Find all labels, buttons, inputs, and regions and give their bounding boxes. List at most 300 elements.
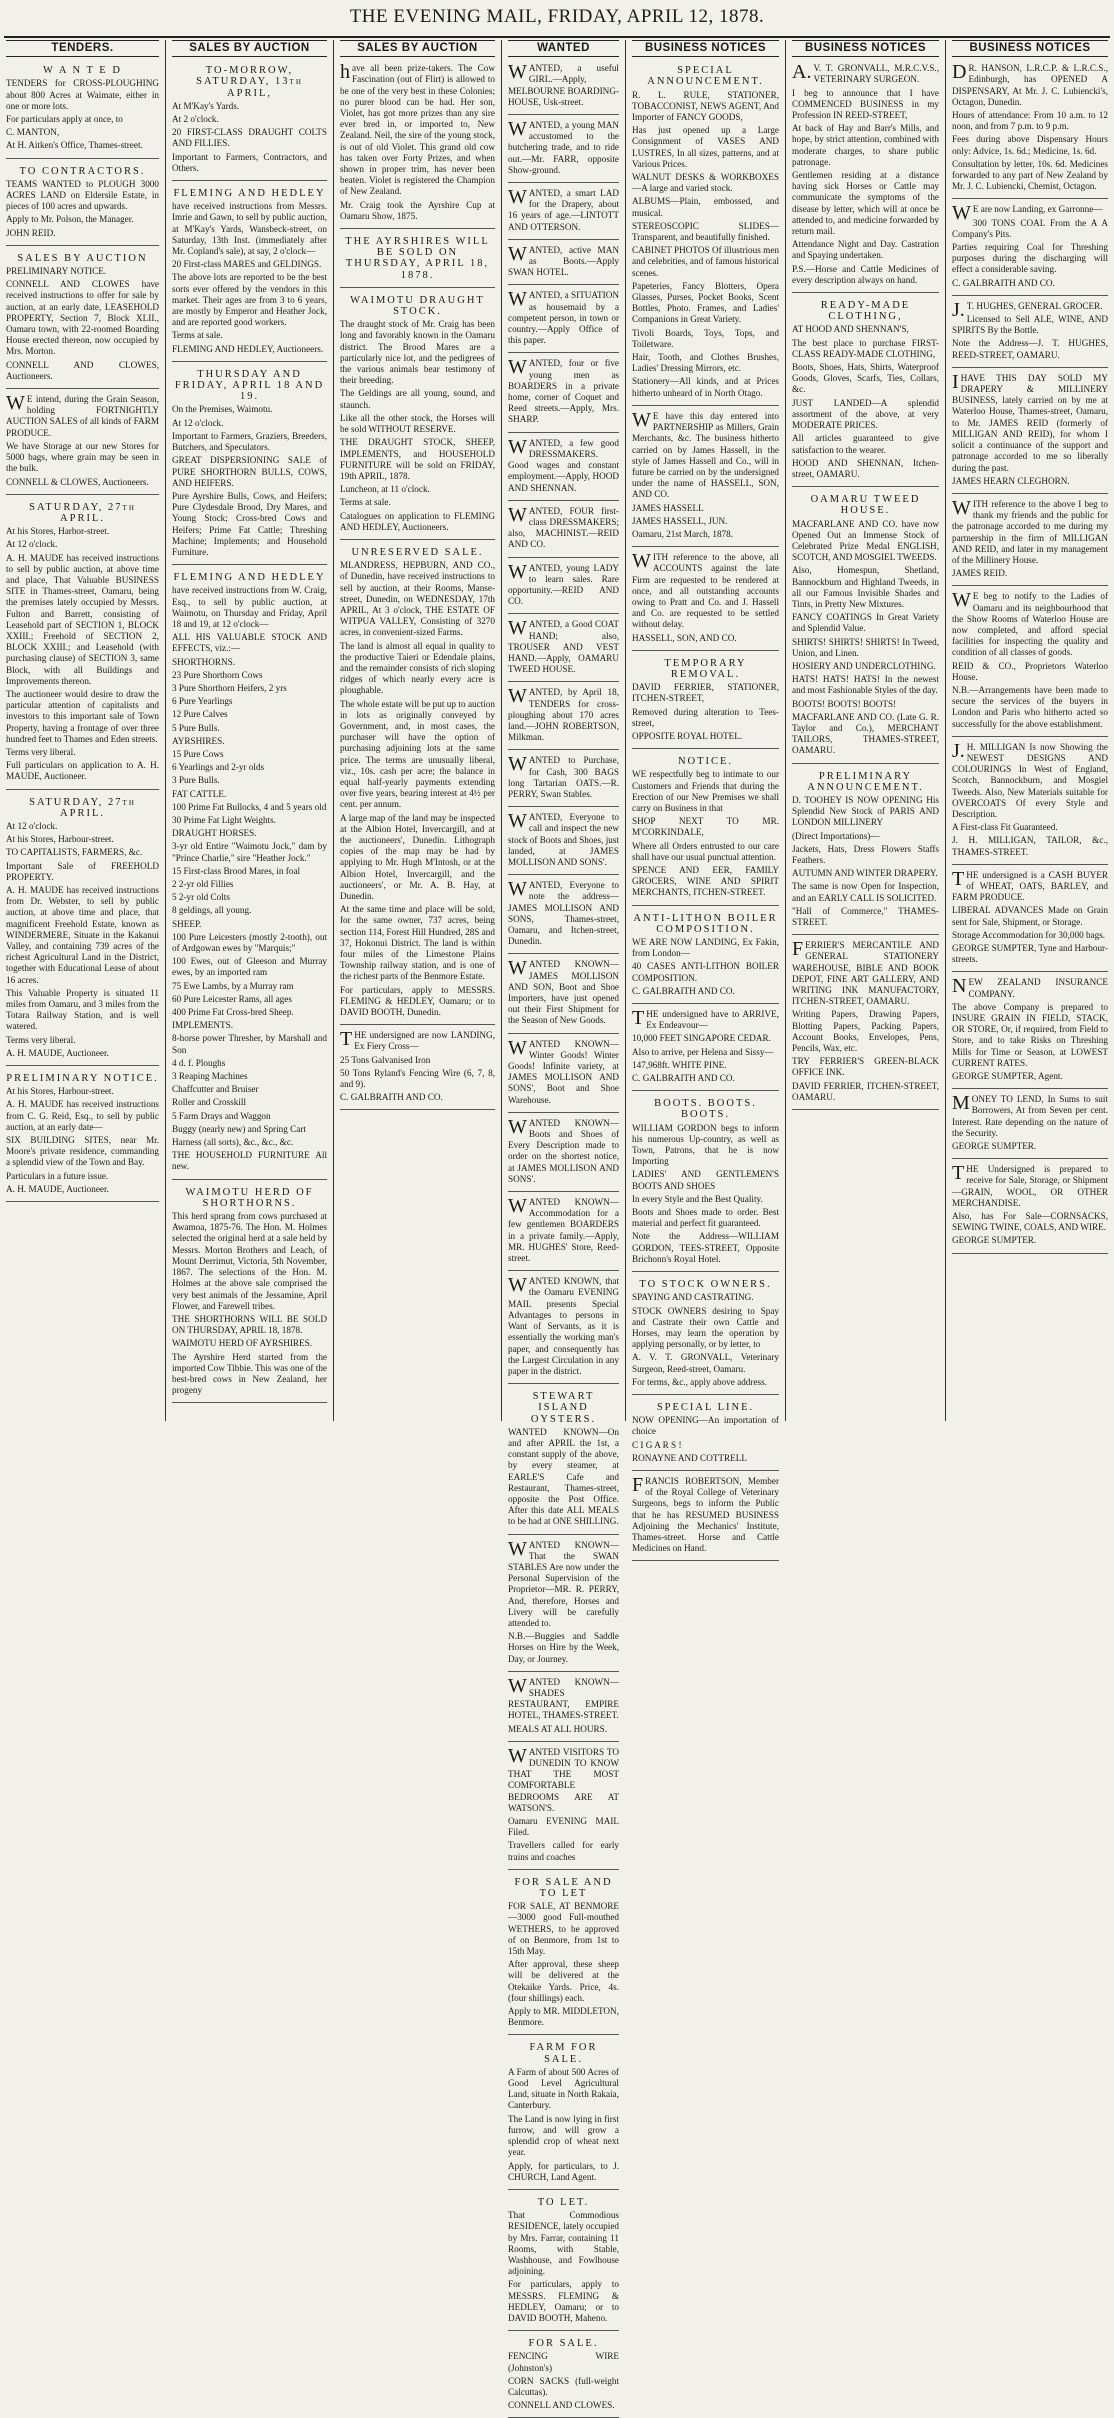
advertisement-text: FLEMING AND HEDLEY, Auctioneers. [172,343,324,354]
advertisement-text: The above Company is prepared to INSURE GRAIN IN FIELD, STACK, OR STORE, Or, if required, from Field to Store, and to take Risks on Threshing Mills for Time or Season, at LOWEST CURRENT RATES. [952,1001,1108,1068]
advertisement-text: JAMES HASSELL, JUN. [632,515,728,526]
advertisement-text: A. H. MAUDE, Auctioneer. [6,1183,109,1194]
advertisement-text: 147,968ft. WHITE PINE. [632,1059,727,1070]
advertisement-text: SHEEP. [172,918,202,929]
advertisement-text: C I G A R S ! [632,1439,682,1450]
advertisement [952,589,1108,736]
advertisement-text: 15 First-class Brood Mares, in foal [172,865,301,876]
advertisement-text: At back of Hay and Barr's Mills, and hope, by strict attention, combined with moderate charges, to share public patronage. [792,123,939,167]
column-4 [502,40,626,2411]
advertisement-text: JAMES HASSELL [632,502,704,513]
advertisement [508,1037,619,1113]
advertisement-text: CONNELL AND CLOWES. [508,2400,615,2411]
advertisement-text: WE intend, during the Grain Season, holding FORTNIGHTLY AUCTION SALES of all kinds of FARM PRODUCE. [6,392,159,438]
advertisement-text: IMPLEMENTS. [172,1020,233,1031]
advertisement-title: FARM FOR SALE. [529,2042,598,2065]
advertisement-text: GEORGE SUMPTER, Tyne and Harbour-streets. [952,943,1108,965]
advertisement-text: 2 2-yr old Fillies [172,879,234,889]
advertisement [508,356,619,432]
advertisement [952,975,1108,1089]
advertisement-text: A large map of the land may be inspected at the Albion Hotel, Invercargill, and at the auctioneers', Dunedin. Lithograph copies of the map may be had by applying to Mr. Hugh M'Intosh, or at the Albion Hotel, Invercargill, and the auctioneers', or Mr. A. B. Hay, at Dunedin. [340,812,495,902]
masthead [0,6,1114,38]
advertisement-text: GREAT DISPERSIONING SALE of PURE SHORTHORN BULLS, COWS, AND HEIFERS. [172,455,327,488]
advertisement [340,543,495,1025]
column-heading: SALES BY AUCTION [340,40,495,57]
advertisement-text: CABINET PHOTOS Of illustrious men and celebrities, and of famous historical scenes. [632,245,779,278]
advertisement-text: PRELIMINARY NOTICE. [6,266,107,277]
advertisement-text: Consultation by letter, 10s. 6d. Medicines forwarded to any part of New Zealand by Mr. J. C. Lubiencki, Chemist, Octagon. [952,158,1108,192]
advertisement-text: Removed during alteration to Tees-street, [632,706,779,728]
advertisement [6,392,159,495]
advertisement-text: The best place to purchase FIRST-CLASS READY-MADE CLOTHING, [792,337,939,359]
column-heading: BUSINESS NOTICES [792,40,939,57]
advertisement [508,1745,619,1870]
advertisement-title: PRELIMINARY ANNOUNCEMENT. [807,770,924,793]
advertisement [508,1195,619,1271]
advertisement-text: 25 Tons Galvanised Iron [340,1054,431,1065]
advertisement [952,740,1108,865]
advertisement-text: HOOD AND SHENNAN, Itchen-street, OAMARU. [792,457,939,479]
advertisement-text: BOOTS! BOOTS! BOOTS! [792,698,897,709]
advertisement-text: have received instructions from W. Craig, Esq., to sell by public auction, at Waimotu, on Thursday and Friday, April 18 and 19, at 12 o'clock— [172,585,327,629]
advertisement-text: 6 Pure Yearlings [172,696,233,707]
advertisement-text: STOCK OWNERS desiring to Spay and Castrate their own Cattle and Horses, may learn the operation by applying personally, or by letter, to [632,1305,779,1350]
advertisement-text: WE have this day entered into PARTNERSHIP as Millers, Grain Merchants, &c. The business hitherto carried on by James Hassell, in the style of James Hassell and Co., will in future be carried on by the undersigned under the name of HASSELL, SON, AND CO. [632,408,779,500]
advertisement-text: THE HOUSEHOLD FURNITURE All new. [172,1150,327,1172]
advertisement-text: 50 Tons Ryland's Fencing Wire (6, 7, 8, and 9). [340,1067,495,1090]
advertisement-text: J. H. MILLIGAN, TAILOR, &c., THAMES-STREET. [952,835,1108,857]
advertisement-text: NOW OPENING—An importation of choice [632,1415,779,1437]
advertisement-text: WANTED KNOWN—Boots and Shoes of Every Description made to order on the shortest notice, at JAMES MOLLISON AND SONS'. [508,1115,619,1184]
advertisement-text: D. TOOHEY IS NOW OPENING His Splendid New Stock of PARIS AND LONDON MILLINERY [792,794,939,828]
advertisement-title: WAIMOTU HERD OF SHORTHORNS. [185,1186,314,1209]
advertisement-title: FOR SALE. [528,2338,599,2350]
advertisement-text: C. MANTON, [6,127,60,138]
advertisement-text: Catalogues on application to FLEMING AND HEDLEY, Auctioneers. [340,510,495,532]
advertisement-title: SALES BY AUCTION [17,252,148,264]
advertisement [952,202,1108,295]
advertisement-text: FRANCIS ROBERTSON, Member of the Royal College of Veterinary Surgeons, begs to inform the Public that he has RESUMED BUSINESS Adjoining the Mechanics' Institute, Thames-street. Horse and Cattle Medicines on Hand. [632,1473,779,1554]
advertisement-text: Terms very liberal. [6,1034,76,1045]
advertisement-text: SPENCE AND EER, FAMILY GROCERS, WINE AND SPIRIT MERCHANTS, ITCHEN-STREET. [632,865,779,898]
advertisement-text: WANTED, a young MAN accustomed to the butchering trade, and to ride out.—Mr. FARR, opposite Show-ground. [508,118,619,175]
advertisement [952,1162,1108,1253]
advertisement-text: GEORGE SUMPTER. [952,1141,1037,1152]
advertisement-text: CONNELL AND CLOWES have received instructions to offer for sale by auction, at an early date, LEASEHOLD PROPERTY, Section 7, Block XLII., Oamaru town, with 22-roomed Boarding House erected thereon, now occupied by Mrs. Morton. [6,279,159,357]
advertisement-text: All articles guaranteed to give satisfaction to the wearer. [792,433,939,455]
advertisement [6,498,159,790]
advertisement [508,1675,619,1742]
advertisement-title: BOOTS. BOOTS. BOOTS. [654,1098,757,1121]
advertisement-text: MONEY TO LEND, In Sums to suit Borrowers, At from Seven per cent. Interest. Rate depending on the nature of the Security. [952,1092,1108,1138]
column-6 [786,40,946,1421]
advertisement-text: WANTED KNOWN—SHADES RESTAURANT, EMPIRE HOTEL, THAMES-STREET. [508,1674,619,1721]
advertisement-text: WANTED, young LADY to learn sales. Rare opportunity.—REID AND CO. [508,560,619,607]
advertisement [6,1069,159,1202]
advertisement-text: WANTED VISITORS TO DUNEDIN TO KNOW THAT THE MOST COMFORTABLE BEDROOMS ARE AT WATSON'S. [508,1744,619,1813]
column-1 [0,40,166,1421]
column-heading: BUSINESS NOTICES [632,40,779,57]
advertisement-title: OAMARU TWEED HOUSE. [810,494,921,517]
advertisement-text: STEREOSCOPIC SLIDES—Transparent, and beautifully finished. [632,220,779,243]
advertisement [508,561,619,615]
advertisement [952,371,1108,494]
advertisement-text: SHOP NEXT TO MR. M'CORKINDALE, [632,816,779,838]
advertisement-text: CONNELL AND CLOWES, Auctioneers. [6,359,159,381]
advertisement-text: A. H. MAUDE, Auctioneer. [6,1047,109,1058]
advertisement-text: After approval, these sheep will be delivered at the Otekaike Yards. Price, 4s. (four shillings) each. [508,1959,619,2003]
advertisement-text: LIBERAL ADVANCES Made on Grain sent for Sale, Shipment, or Storage. [952,905,1108,927]
advertisement-text: A. V. T. GRONVALL, Veterinary Surgeon, Reed-street, Oamaru. [632,1352,779,1374]
advertisement [508,957,619,1033]
advertisement-text: AT HOOD AND SHENNAN'S, [792,324,909,335]
advertisement-text: Boots and Shoes made to order. Best material and perfect fit guaranteed. [632,1207,779,1229]
advertisement-text: WANTED KNOWN—Winter Goods! Winter Goods! Infinite variety, at JAMES MOLLISON AND SONS', Boot and Shoe Warehouse. [508,1036,619,1105]
advertisement-text: CONNELL & CLOWES, Auctioneers. [6,476,149,487]
advertisement-text: Stationery—All kinds, and at Prices hitherto unheard of in North Otago. [632,376,779,398]
column-heading: SALES BY AUCTION [172,40,327,57]
advertisement-text: At his Stores, Harbour-street. [6,1086,114,1097]
advertisement [508,243,619,286]
advertisement-text: WANTED, a few good DRESSMAKERS. Good wages and constant employment.—Apply, HOOD AND SHENNAN. [508,435,619,493]
advertisement-text: THE Undersigned is prepared to receive for Sale, Storage, or Shipment—GRAIN, WOOL, OR OTHER MERCHANDISE. [952,1162,1108,1208]
advertisement-text: JAMES REID. [952,568,1008,579]
advertisement-text: WE respectfully beg to intimate to our Customers and Friends that during the Erection of our New Premises we shall carry on Business in that [632,769,779,813]
advertisement-text: 100 Prime Fat Bullocks, 4 and 5 years old [172,801,327,812]
advertisement-text: 6 Yearlings and 2-yr olds [172,762,265,773]
advertisement-text: Jackets, Hats, Dress Flowers Staffs Feathers. [792,843,939,865]
advertisement-text: Oamaru, 21st March, 1878. [632,528,734,539]
advertisement [508,61,619,115]
advertisement-text: At his Stores, Harbor-street. [6,526,110,537]
advertisement-text: FAT CATTLE. [172,788,227,799]
advertisement-text: 5 Pure Bulls. [172,722,220,733]
advertisement-text: WANTED, a SITUATION as housemaid by a competent person, in town or country.—Apply Office of this paper. [508,288,619,346]
advertisement-text: A Farm of about 500 Acres of Good Level Agricultural Land, situate in North Rakaia, Canterbury. [508,2066,619,2111]
advertisement-text: GEORGE SUMPTER, Agent. [952,1071,1063,1082]
advertisement-text: The Ayrshire Herd started from the imported Cow Tibbie. This was one of the best-bred cows in New Zealand, her progeny [172,1351,327,1396]
advertisement-text: TENDERS for CROSS-PLOUGHING about 800 Acres at Waimate, either in one or more lots. [6,78,159,111]
advertisement-title: READY-MADE CLOTHING, [820,300,911,323]
advertisement-text: Hours of attendance: From 10 a.m. to 12 noon, and from 7 p.m. to 9 p.m. [952,110,1108,132]
advertisement [508,617,619,682]
advertisement-text: WANTED, Everyone to call and inspect the new stock of Boots and Shoes, just landed, at JAMES MOLLISON AND SONS'. [508,810,619,867]
advertisement-text: FANCY COATINGS In Great Variety and Splendid Value. [792,612,939,634]
advertisement [172,365,327,565]
advertisement-text: A. H. MAUDE has received instructions to sell by public auction, at above time and place, That Valuable BUSINESS SITE in Thames-street, Oamaru, being the premises lately occupied by Messrs. Fulton and Barrett, consisting of Leasehold part of SECTION 1, BLOCK XXIII.; Freehold of SECTION 2, BLOCK XXIII.; and Leasehold (with purchasing clause) of SECTION 3, same Block, with all Buildings and Improvements thereon. [6,552,159,686]
advertisement-text: IHAVE THIS DAY SOLD MY DRAPERY & MILLINERY BUSINESS, lately carried on by me at Waterloo House, Thames-street, Oamaru, to Mr. JAMES REID (formerly of MILLIGAN AND REID), for whom I solicit a continuance of the support and patronage accorded to me so liberally during the past. [952,370,1108,473]
advertisement-text: AYRSHIRES. [172,735,225,746]
advertisement-text: Mr. Craig took the Ayrshire Cup at Oamaru Show, 1875. [340,199,495,221]
advertisement-text: At 12 o'clock. [6,820,58,831]
advertisement-text: RONAYNE AND COTTRELL [632,1452,748,1463]
advertisement-text: 5 Farm Drays and Waggon [172,1110,271,1121]
advertisement-text: JUST LANDED—A splendid assortment of the above, at very MODERATE PRICES. [792,397,939,431]
advertisement-text: FERRIER'S MERCANTILE AND GENERAL STATIONERY WAREHOUSE, BIBLE AND BOOK DEPOT, FINE ART GALLERY, AND WRITING INK MANUFACTORY, ITCHEN-STREET, OAMARU. [792,938,939,1007]
advertisement-text: I beg to announce that I have COMMENCED BUSINESS in my Profession IN REED-STREET, [792,87,939,121]
advertisement [632,409,779,547]
advertisement [508,2193,619,2331]
masthead-rule [4,36,1110,38]
advertisement-text: THE SHORTHORNS WILL BE SOLD ON THURSDAY, APRIL 18, 1878. [172,1313,327,1336]
advertisement-text: 10,000 FEET SINGAPORE CEDAR. [632,1033,771,1044]
column-heading: BUSINESS NOTICES [952,40,1108,57]
advertisement-title: FLEMING AND HEDLEY [173,188,326,200]
advertisement [792,296,939,487]
advertisement-text: 23 Pure Shorthorn Cows [172,669,263,680]
advertisement-text: AUTUMN AND WINTER DRAPERY. [792,868,938,879]
advertisement-text: (Direct Importations)— [792,830,880,841]
column-heading: WANTED [508,40,619,57]
masthead-title: THE EVENING MAIL, FRIDAY, APRIL 12, 1878. [349,6,765,27]
advertisement-text: MACFARLANE AND CO. (Late G. R. Taylor and Co.), MERCHANT TAILORS, THAMES-STREET, OAMARU. [792,711,939,756]
advertisement-text: At his Stores, Harbour-street. [6,834,114,845]
advertisement-text: CORN SACKS (full-weight Calcuttas). [508,2375,619,2397]
advertisement-text: Writing Papers, Drawing Papers, Blotting Papers, Packing Papers, Account Books, Envelopes, Pens, Pencils, Wax, etc. [792,1009,939,1054]
advertisement [792,490,939,763]
advertisement-text: For particulars, apply to MESSRS. FLEMING & HEDLEY, Oamaru; or to DAVID BOOTH, Dunedin. [340,984,495,1018]
advertisement-text: 8 geldings, all young. [172,905,252,916]
advertisement-text: Luncheon, at 11 o'clock. [340,484,430,495]
advertisement [952,61,1108,199]
advertisement-text: WE ARE NOW LANDING, Ex Fakin, from London— [632,937,779,959]
advertisement-text: Important to Farmers, Graziers, Breeders, Butchers, and Speculators. [172,430,327,453]
advertisement-text: SHORTHORNS. [172,656,236,667]
advertisement-text: C. GALBRAITH AND CO. [632,985,735,996]
advertisement-text: HATS! HATS! HATS! In the newest and most Fashionable Styles of the day. [792,674,939,696]
advertisement-text: A. H. MAUDE has received instructions from C. G. Reid, Esq., to sell by public auction, at an early date— [6,1099,159,1132]
advertisement-text: WALNUT DESKS & WORKBOXES—A large and varied stock. [632,172,779,194]
advertisement-text: N.B.—Buggies and Saddle Horses on Hire by the Week, Day, or Journey. [508,1631,619,1664]
advertisement-text: 3-yr old Entire "Waimotu Jock," dam by "Prince Charlie," sire "Heather Jock." [172,841,327,863]
advertisement-text: The Land is now lying in first furrow, and will grow a splendid crop of wheat next year. [508,2113,619,2158]
advertisement-text: Gentlemen residing at a distance having sick Horses or Cattle may communicate the symptoms of the disease by letter, which will at once be attended to, and medicine forwarded by return mail. [792,170,939,237]
advertisement-text: Important Sale of FREEHOLD PROPERTY. [6,860,159,882]
advertisement-text: THE undersigned is a CASH BUYER of WHEAT, OATS, BARLEY, and FARM PRODUCE. [952,867,1108,903]
advertisement-title: TEMPORARY REMOVAL. [664,657,747,680]
advertisement-text: have all been prize-takers. The Cow Fascination (out of Flirt) is allowed to be one of the very best in these Colonies; no purer blood can be had. Her son, Violet, has got more prizes than any sire ever bred in, or imported to, New Zealand. Neil, the sire of the young stock, is out of old Violet. This grand old cow has taken over Forty Prizes, and when shown in proper trim, has never been beaten. Violet is registered the Champion of New Zealand. [340,61,495,197]
advertisement-text: This Valuable Property is situated 11 miles from Oamaru, and 3 miles from the Totara Railway Station, and is well watered. [6,987,159,1032]
advertisement [632,1474,779,1561]
advertisement-text: Parties requiring Coal for Threshing purposes during the discharging will effect a considerable saving. [952,242,1108,275]
advertisement-text: R. L. RULE, STATIONER, TOBACCONIST, NEWS AGENT, And Importer of FANCY GOODS, [632,89,779,123]
advertisement-text: Pure Ayrshire Bulls, Cows, and Heifers; Pure Clydesdale Brood, Dry Mares, and Young Stock; Cross-bred Cows and Heifers; Prime Fat Cattle; Threshing Machine; Implements; and Household Furniture. [172,490,327,557]
advertisement-text: OPPOSITE ROYAL HOTEL. [632,730,743,741]
advertisement-text: 60 Pure Leicester Rams, all ages [172,993,292,1004]
advertisement-text: Full particulars on application to A. H. MAUDE, Auctioneer. [6,760,159,782]
advertisement-text: WANTED, four or five young men as BOARDERS in a private home, corner of Coquet and Reed streets.—Apply, Mrs. SHARP. [508,356,619,425]
advertisement-text: WITH reference to the above, all ACCOUNTS against the late Firm are requested to be rendered at once, and all outstanding accounts owing to Pratt and Co. and J. Hassell and Co. are requested to be settled without delay. [632,550,779,630]
advertisement-text: Boots, Shoes, Hats, Shirts, Waterproof Goods, Gloves, Scarfs, Ties, Collars, &c. [792,362,939,395]
advertisement-text: Licensed to Sell ALE, WINE, AND SPIRITS By the Bottle. [952,314,1108,336]
advertisement-text: MEALS AT ALL HOURS. [508,1723,608,1734]
advertisement-text: At 2 o'clock. [172,114,219,125]
advertisement-title: FLEMING AND HEDLEY [173,572,326,584]
advertisement-text: At M'Kay's Yards. [172,100,240,111]
column-3 [334,40,502,1421]
advertisement-text: Note the Address—WILLIAM GORDON, TEES-STREET, Opposite Brichonn's Royal Hotel. [632,1231,779,1264]
advertisement-text: The draught stock of Mr. Craig has been long and favorably known in the Oamaru district. The Brood Mares are a particularly nice lot, and the pedigrees of the various animals bear testimony of their breeding. [340,319,495,386]
advertisement-text: 20 FIRST-CLASS DRAUGHT COLTS AND FILLIES. [172,127,327,149]
advertisement-text: TEAMS WANTED to PLOUGH 3000 ACRES LAND on Eldersile Estate, in pieces of 100 acres and upwards. [6,178,159,212]
advertisement-title: TO STOCK OWNERS. [639,1279,772,1291]
advertisement-text: WANTED, a smart LAD for the Drapery, about 16 years of age.—LINTOTT AND OTTERSON. [508,186,619,232]
advertisement-text: P.S.—Horse and Cattle Medicines of every description always on hand. [792,263,939,285]
advertisement-text: SHIRTS! SHIRTS! SHIRTS! In Tweed, Union, and Linen. [792,636,939,658]
advertisement [508,436,619,501]
advertisement [792,767,939,936]
advertisement-title: STEWART ISLAND OYSTERS. [530,1391,597,1425]
advertisement-text: FENCING WIRE (Johnston's) [508,2351,619,2373]
advertisement [508,1274,619,1384]
advertisement-text: Apply, for particulars, to J. CHURCH, Land Agent. [508,2160,619,2182]
advertisement-title: SATURDAY, 27th APRIL. [29,796,136,819]
advertisement-text: Where all Orders entrusted to our care shall have our usual punctual attention. [632,840,779,862]
advertisement-title: SPECIAL ANNOUNCEMENT. [647,65,764,88]
advertisement-text: 100 Pure Leicesters (mostly 2-tooth), out of Ardgowan ewes by "Marquis;" [172,931,327,954]
advertisement [172,61,327,181]
advertisement [508,685,619,750]
advertisement-text: DR. HANSON, L.R.C.P. & L.R.C.S., Edinburgh, has OPENED A DISPENSARY, At Mr. J. C. Lubiencki's, Octagon, Dunedin. [952,61,1108,107]
advertisement-text: WANTED, by April 18, TENDERS for cross-ploughing about 170 acres land.—JOHN ROBERTSON, Milkman. [508,685,619,743]
advertisement-text: 8-horse power Thresher, by Marshall and Son [172,1033,327,1055]
advertisement-text: C. GALBRAITH AND CO. [632,1073,735,1084]
advertisement-text: 100 Ewes, out of Gleeson and Murray ewes, by an imported ram [172,956,327,978]
advertisement-text: WANTED KNOWN, that the Oamaru EVENING MAIL presents Special Advantages to persons in Want of Servants, as it is essentially the working man's paper, and consequently has the Largest Circulation in any paper in the district. [508,1274,619,1376]
advertisement [340,291,495,540]
advertisement [508,1387,619,1534]
advertisement [632,909,779,1004]
advertisement-title: W A N T E D [43,65,122,77]
advertisement-text: "Hall of Commerce," THAMES-STREET. [792,905,939,928]
column-5 [626,40,786,1554]
advertisement-text: Fees during above Dispensary Hours only: Advice, 1s. 6d.; Medicine, 1s. 6d. [952,134,1108,156]
advertisement-title: SATURDAY, 27th APRIL. [29,501,136,524]
advertisement [340,61,495,229]
advertisement [172,184,327,362]
advertisement-text: At H. Aitken's Office, Thames-street. [6,140,143,151]
advertisement-text: DRAUGHT HORSES. [172,828,257,839]
advertisement-text: have received instructions from Messrs. Imrie and Gawn, to sell by public auction, at M'Kay's Yards, Wansbeck-street, on Saturday, 13th Inst. (immediately after Mr. Copland's sale), at say, 2 o'clock— [172,201,327,257]
advertisement [508,878,619,954]
advertisement-text: TRY FERRIER'S GREEN-BLACK OFFICE INK. [792,1056,939,1078]
advertisement-text: The Geldings are all young, sound, and staunch. [340,388,495,410]
advertisement-text: Storage Accommodation for 30,000 bags. [952,929,1106,940]
advertisement [508,753,619,807]
advertisement-title: SPECIAL LINE. [656,1401,755,1413]
advertisement-text: WANTED, Everyone to note the address—JAMES MOLLISON AND SONS, Thames-street, Oamaru, and Itchen-street, Dunedin. [508,878,619,947]
column-2 [166,40,334,1421]
advertisement [508,2038,619,2189]
advertisement-text: Attendance Night and Day. Castration and Spaying undertaken. [792,239,939,261]
advertisement-text: GEORGE SUMPTER. [952,1235,1037,1246]
advertisement-text: WANTED, a useful GIRL.—Apply, MELBOURNE BOARDING-HOUSE, Usk-street. [508,61,620,107]
advertisement [632,1275,779,1395]
advertisement-title: PRELIMINARY NOTICE. [6,1073,159,1085]
advertisement-text: A.V. T. GRONVALL, M.R.C.V.S., VETERINARY SURGEON. [792,61,939,85]
advertisement-text: Chaffcutter and Bruiser [172,1084,259,1095]
advertisement-text: 30 Prime Fat Light Weights. [172,814,276,825]
advertisement-text: THE undersigned have to ARRIVE, Ex Endeavour— [632,1007,779,1031]
advertisement-text: FOR SALE, AT BENMORE—3000 good Full-mouthed WETHERS, to be approved of on Benmore, from 1st to 15th May. [508,1901,619,1957]
advertisement-text: In every Style and the Best Quality. [632,1193,763,1204]
advertisement-text: WANTED KNOWN—On and after APRIL the 1st, a constant supply of the above, by every steamer, at EARLE'S Cafe and Restaurant, Thames-street, opposite the Post Office. After this date ALL MEALS to be had at ONE SHILLING. [508,1426,619,1527]
advertisement-text: Harness (all sorts), &c., &c., &c. [172,1137,294,1148]
advertisement-text: Also to arrive, per Helena and Sissy— [632,1046,774,1057]
advertisement-title: THE AYRSHIRES WILL BE SOLD ON THURSDAY, APRIL 18, 1878. [345,236,490,281]
advertisement-text: The above lots are reported to be the best sorts ever offered by the vendors in this market. Their ages are from 3 to 6 years, are mostly by Emperor and Heather Jock, and are reported good workers. [172,272,327,328]
advertisement [6,793,159,1066]
advertisement-title: NOTICE. [677,756,734,768]
advertisement-text: Apply to Mr. Polson, the Manager. [6,214,134,225]
advertisement-text: For particulars apply at once, to [6,114,123,125]
advertisement-text: 40 CASES ANTI-LITHON BOILER COMPOSITION. [632,961,779,983]
advertisement-text: WAIMOTU HERD OF AYRSHIRES. [172,1338,313,1349]
advertisement [6,162,159,246]
advertisement-text: 300 TONS COAL From the A A Company's Pits. [952,217,1108,239]
advertisement-text: 3 Pure Shorthorn Heifers, 2 yrs [172,682,287,693]
advertisement-text: 4 d. f. Ploughs [172,1057,226,1068]
advertisement-title: UNRESERVED SALE. [351,546,484,558]
advertisement-text: WANTED, a Good COAT HAND; also, TROUSER AND VEST HAND.—Apply, OAMARU TWEED HOUSE. [508,617,619,675]
advertisement-text: 5 2-yr old Colts [172,892,230,903]
advertisement-text: THE undersigned are now LANDING, Ex Fiery Cross— [340,1028,495,1052]
advertisement-text: HOSIERY AND UNDERCLOTHING. [792,660,936,671]
advertisement-text: JAMES HEARN CLEGHORN. [952,475,1070,486]
advertisement-text: ALL HIS VALUABLE STOCK AND EFFECTS, viz.:— [172,632,327,654]
advertisement-text: WANTED to Purchase, for Cash, 300 BAGS long Tartarian OATS.—R. PERRY, Swan Stables. [508,753,619,799]
advertisement-text: 3 Reaping Machines [172,1071,248,1082]
advertisement-text: Oamaru EVENING MAIL Filed. [508,1816,619,1838]
advertisement [632,654,779,749]
advertisement [508,186,619,240]
advertisement-text: NEW ZEALAND INSURANCE COMPANY. [952,975,1108,999]
advertisement-text: Important to Farmers, Contractors, and Others. [172,151,327,173]
advertisement [632,61,779,406]
advertisement-text: Has just opened up a Large Consignment of VASES AND LUSTRES, In all sizes, patterns, and at Various Prices. [632,125,779,169]
advertisement-text: WANTED KNOWN—JAMES MOLLISON AND SON, Boot and Shoe Importers, have just opened out their First Shipment for the Season of New Goods. [508,957,619,1026]
advertisement-text: At 12 o'clock. [6,539,58,550]
advertisement-text: 15 Pure Cows [172,748,224,759]
advertisement [508,118,619,183]
advertisement-text: JOHN REID. [6,227,56,238]
advertisement-text: A First-class Fit Guaranteed. [952,822,1058,833]
advertisement-text: WE beg to notify to the Ladies of Oamaru and its neighbourhood that the Show Rooms of Waterloo House are now completed, and afford special facilities for inspecting the quality and condition of all classes of goods. [952,589,1108,658]
advertisement-title: ANTI-LITHON BOILER COMPOSITION. [633,912,778,935]
advertisement [952,868,1108,973]
advertisement [952,1092,1108,1159]
advertisement-text: At the same time and place will be sold, for the same owner, 737 acres, being section 114, Forest Hill Hundred, 28S and 37, Hokonui District. The land is within four miles of the Limestone Plains Township railway station, and is one of the richest parts of the Benmore Estate. [340,904,495,982]
advertisement [632,550,779,651]
advertisement-text: WANTED, FOUR first-class DRESSMAKERS; also, MACHINIST.—REID AND CO. [508,503,619,550]
advertisement-text: 20 First-class MARES and GELDINGS. [172,259,322,270]
advertisement-text: For terms, &c., apply above address. [632,1376,767,1387]
advertisement-text: Roller and Crosskill [172,1097,247,1108]
advertisement-text: Terms at sale. [172,330,223,341]
advertisement [6,61,159,158]
advertisement-text: Like all the other stock, the Horses will be sold WITHOUT RESERVE. [340,412,495,435]
advertisement-text: MLANDRESS, HEPBURN, AND CO., of Dunedin, have received instructions to sell by auction, at their Rooms, Manse-street, Dunedin, on WEDNESDAY, 17th APRIL, At 3 o'clock, THE ESTATE OF WITPUA VALLEY, Consisting of 3270 acres, in convenient-sized Farms. [340,560,495,638]
advertisement [952,497,1108,586]
advertisement-text: TO CAPITALISTS, FARMERS, &c. [6,847,143,858]
advertisement-text: 400 Prime Fat Cross-bred Sheep. [172,1007,294,1018]
advertisement-text: At 12 o'clock. [172,417,224,428]
advertisement-text: WANTED KNOWN—That the SWAN STABLES Are now under the Personal Supervision of the Proprietor—MR. R. PERRY, And, therefore, Horses and Livery will be carefully attended to. [508,1537,619,1628]
advertisement-text: Papeteries, Fancy Blotters, Opera Glasses, Purses, Pocket Books, Scent Bottles, Photo. Frames, and Ladies' Companions in Great Variety. [632,280,779,325]
advertisement-text: Travellers called for early trains and coaches [508,1840,619,1862]
advertisement-text: SIX BUILDING SITES, near Mr. Moore's private residence, commanding a splendid view of the Town and Bay. [6,1135,159,1168]
advertisement-text: 12 Pure Calves [172,709,228,720]
